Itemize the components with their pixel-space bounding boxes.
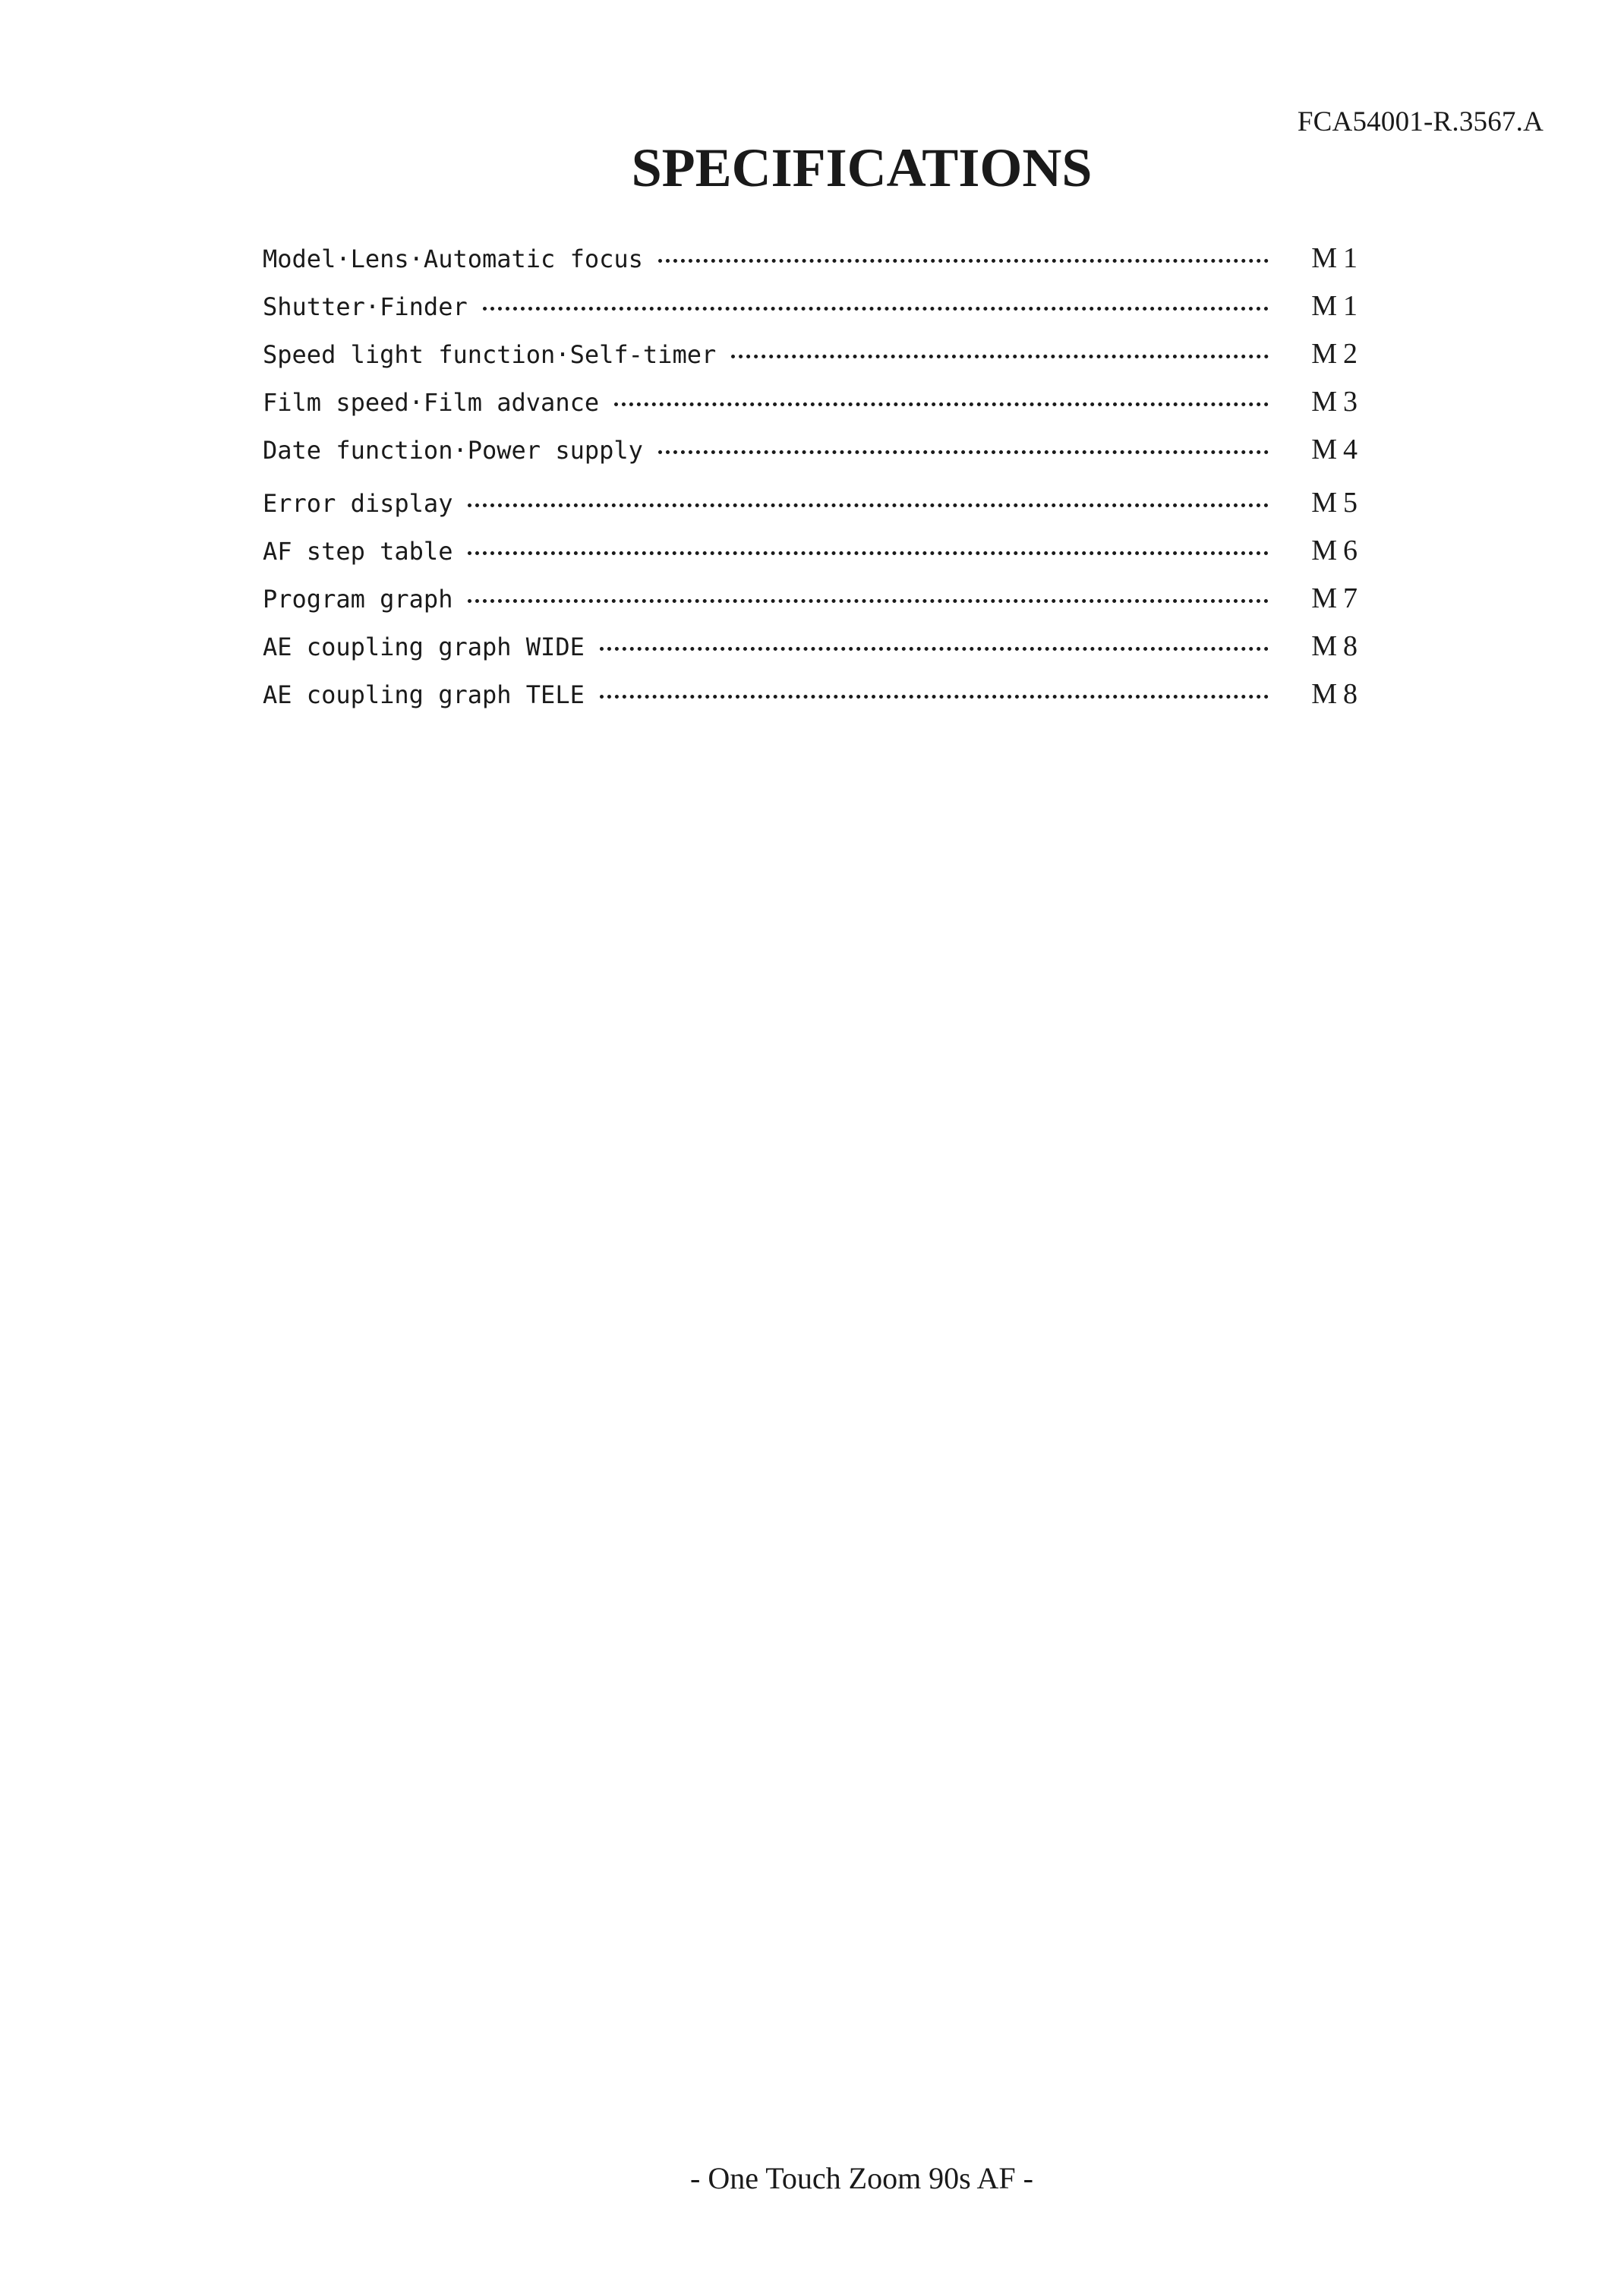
toc-entry <box>263 677 1364 725</box>
toc-entry-page: M8 <box>1311 678 1364 710</box>
toc-dot-leader <box>658 450 1269 454</box>
toc-entry <box>263 241 1364 289</box>
toc-entry-page: M1 <box>1311 290 1364 322</box>
toc-entry-title: AE coupling graph WIDE <box>263 633 585 661</box>
toc-entry-page: M3 <box>1311 386 1364 418</box>
toc-dot-leader <box>600 695 1269 699</box>
toc-entry <box>263 385 1364 433</box>
toc-dot-leader <box>614 402 1269 406</box>
toc-entry-page: M1 <box>1311 242 1364 274</box>
toc-dot-leader <box>731 355 1269 358</box>
toc-entry-title: AF step table <box>263 537 453 566</box>
toc-entry <box>263 433 1364 481</box>
toc-entry <box>263 337 1364 385</box>
toc-entry-page: M2 <box>1311 338 1364 370</box>
toc-entry-title: Speed light function·Self-timer <box>263 340 717 369</box>
table-of-contents <box>263 241 1364 725</box>
toc-dot-leader <box>600 647 1269 651</box>
toc-entry-title: Film speed·Film advance <box>263 388 600 417</box>
toc-entry <box>263 582 1364 629</box>
toc-entry-page: M6 <box>1311 535 1364 566</box>
toc-entry-page: M7 <box>1311 582 1364 614</box>
toc-dot-leader <box>468 503 1269 507</box>
footer-product-name: - One Touch Zoom 90s AF - <box>690 2161 1033 2195</box>
toc-entry-page: M8 <box>1311 630 1364 662</box>
toc-entry <box>263 486 1364 534</box>
toc-entry <box>263 629 1364 677</box>
toc-entry <box>263 534 1364 582</box>
toc-entry-title: AE coupling graph TELE <box>263 680 585 709</box>
toc-dot-leader <box>658 259 1269 263</box>
toc-entry-page: M4 <box>1311 434 1364 465</box>
toc-entry-page: M5 <box>1311 487 1364 519</box>
toc-dot-leader <box>468 551 1269 555</box>
toc-entry-title: Error display <box>263 489 453 518</box>
toc-dot-leader <box>483 307 1269 311</box>
toc-entry-title: Program graph <box>263 585 453 614</box>
page-title: SPECIFICATIONS <box>631 137 1093 198</box>
document-code: FCA54001-R.3567.A <box>1297 106 1544 137</box>
toc-entry-title: Shutter·Finder <box>263 292 468 321</box>
toc-dot-leader <box>468 599 1269 603</box>
toc-entry <box>263 289 1364 337</box>
toc-entry-title: Model·Lens·Automatic focus <box>263 245 643 273</box>
toc-entry-title: Date function·Power supply <box>263 436 643 465</box>
